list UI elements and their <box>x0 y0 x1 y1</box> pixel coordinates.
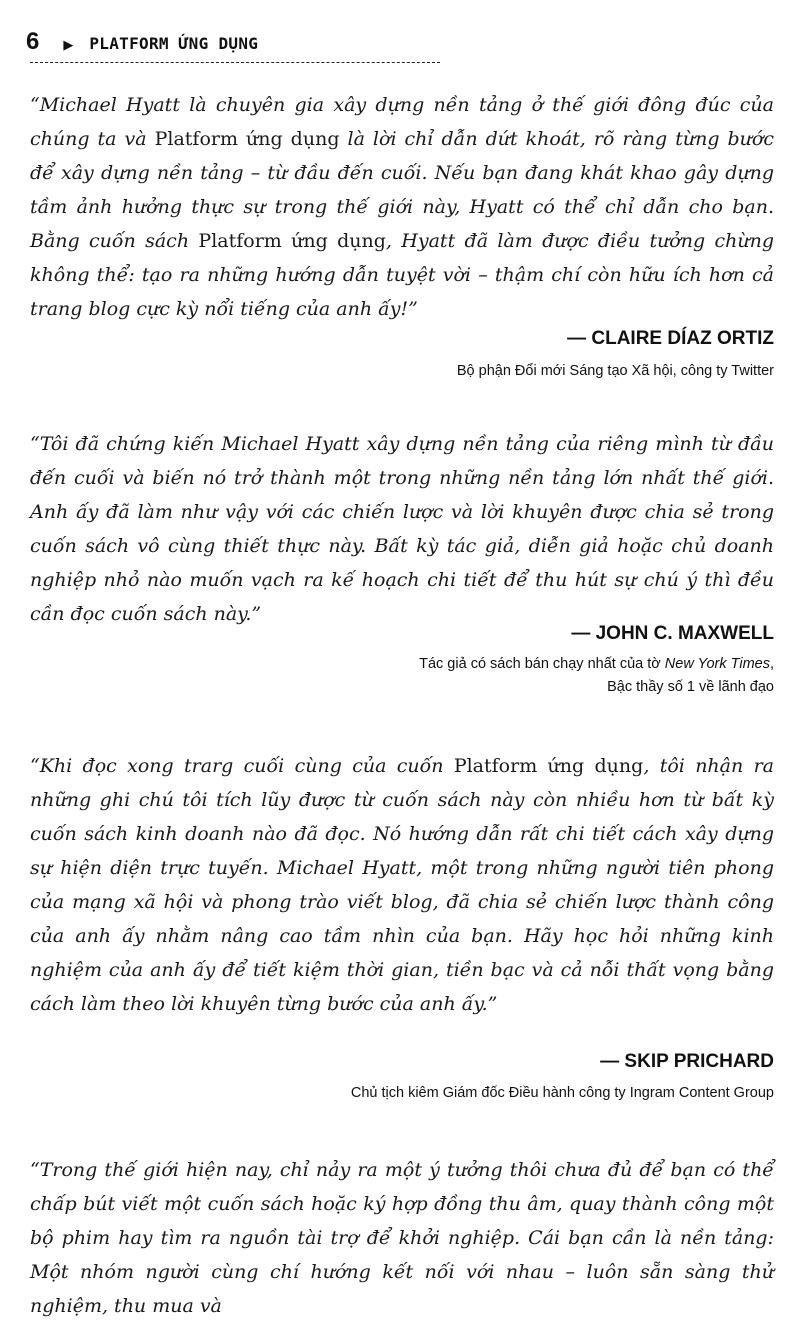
testimonial-quote-4 <box>30 1153 774 1323</box>
attribution-1 <box>457 326 774 383</box>
quote-text: là lời chỉ dẫn dứt khoát, rõ ràng từng bước để xây dựng nền tảng – từ đầu đến cuối. Nếu bạn đang khát khao gây dựng tầm ảnh hưởng thực sự trong thế giới này, Hyatt có thể chỉ dẫn cho bạn. Bằng cuốn sách <box>30 128 774 252</box>
role-text: , <box>769 656 774 672</box>
quote-text: , Hyatt đã làm được điều tưởng chừng không thể: tạo ra những hướng dẫn tuyệt vời – thậm chí còn hữu ích hơn cả trang blog cực kỳ nổi tiếng của anh ấy!” <box>30 230 774 320</box>
quote-text: , tôi nhận ra những ghi chú tôi tích lũy được từ cuốn sách này còn nhiều hơn từ bất kỳ cuốn sách kinh doanh nào đã đọc. Nó hướng dẫn rất chi tiết cách xây dựng sự hiện diện trực tuyến. Michael Hyatt, một trong những người tiên phong của mạng xã hội và phong trào viết blog, đã chia sẻ chiến lược thành công của anh ấy nhằm nâng cao tầm nhìn của bạn. Hãy học hỏi những kinh nghiệm của anh ấy để tiết kiệm thời gian, tiền bạc và cả nỗi thất vọng bằng cách làm theo lời khuyên từng bước của anh ấy.” <box>30 755 774 1015</box>
running-title: PLATFORM ỨNG DỤNG <box>89 34 259 53</box>
role-text: Tác giả có sách bán chạy nhất của tờ <box>419 656 665 672</box>
author-name: — JOHN C. MAXWELL <box>571 623 774 644</box>
author-role: Bộ phận Đổi mới Sáng tạo Xã hội, công ty Twitter <box>456 363 774 379</box>
attribution-3 <box>351 1049 774 1105</box>
publication-name: New York Times <box>664 656 770 672</box>
header-dashed-divider <box>30 62 440 63</box>
author-role-line1 <box>419 653 774 676</box>
author-name: — SKIP PRICHARD <box>600 1051 774 1072</box>
book-title: Platform ứng dụng <box>198 230 386 252</box>
testimonial-quote-3 <box>30 749 774 1021</box>
page-number: 6 <box>26 28 40 55</box>
page-header <box>26 28 258 56</box>
quote-text: “Michael Hyatt là chuyên gia xây dựng nền tảng ở thế giới đông đúc của chúng ta và <box>30 94 774 150</box>
testimonial-quote-2 <box>30 427 774 631</box>
triangle-right-icon: ▶ <box>63 38 74 53</box>
quote-text: “Tôi đã chứng kiến Michael Hyatt xây dựng nền tảng của riêng mình từ đầu đến cuối và biến nó trở thành một trong những nền tảng lớn nhất thế giới. Anh ấy đã làm như vậy với các chiến lược và lời khuyên được chia sẻ trong cuốn sách vô cùng thiết thực này. Bất kỳ tác giả, diễn giả hoặc chủ doanh nghiệp nhỏ nào muốn vạch ra kế hoạch chi tiết để thu hút sự chú ý thì đều cần đọc cuốn sách này.” <box>30 433 774 625</box>
author-role-line2: Bậc thầy số 1 về lãnh đạo <box>607 679 774 695</box>
book-title: Platform ứng dụng <box>453 755 644 777</box>
testimonial-quote-1 <box>30 88 774 326</box>
quote-text: “Trong thế giới hiện nay, chỉ nảy ra một ý tưởng thôi chưa đủ để bạn có thể chấp bút viết một cuốn sách hoặc ký hợp đồng thu âm, quay thành công một bộ phim hay tìm ra nguồn tài trợ để khởi nghiệp. Cái bạn cần là nền tảng: Một nhóm người cùng chí hướng kết nối với nhau – luôn sẵn sàng thử nghiệm, thu mua và <box>30 1159 774 1317</box>
attribution-2 <box>419 621 774 699</box>
author-name: — CLAIRE DÍAZ ORTIZ <box>567 328 774 349</box>
quote-text: “Khi đọc xong trarg cuối cùng của cuốn <box>30 755 454 777</box>
book-title: Platform ứng dụng <box>154 128 340 150</box>
author-role: Chủ tịch kiêm Giám đốc Điều hành công ty Ingram Content Group <box>350 1085 774 1101</box>
